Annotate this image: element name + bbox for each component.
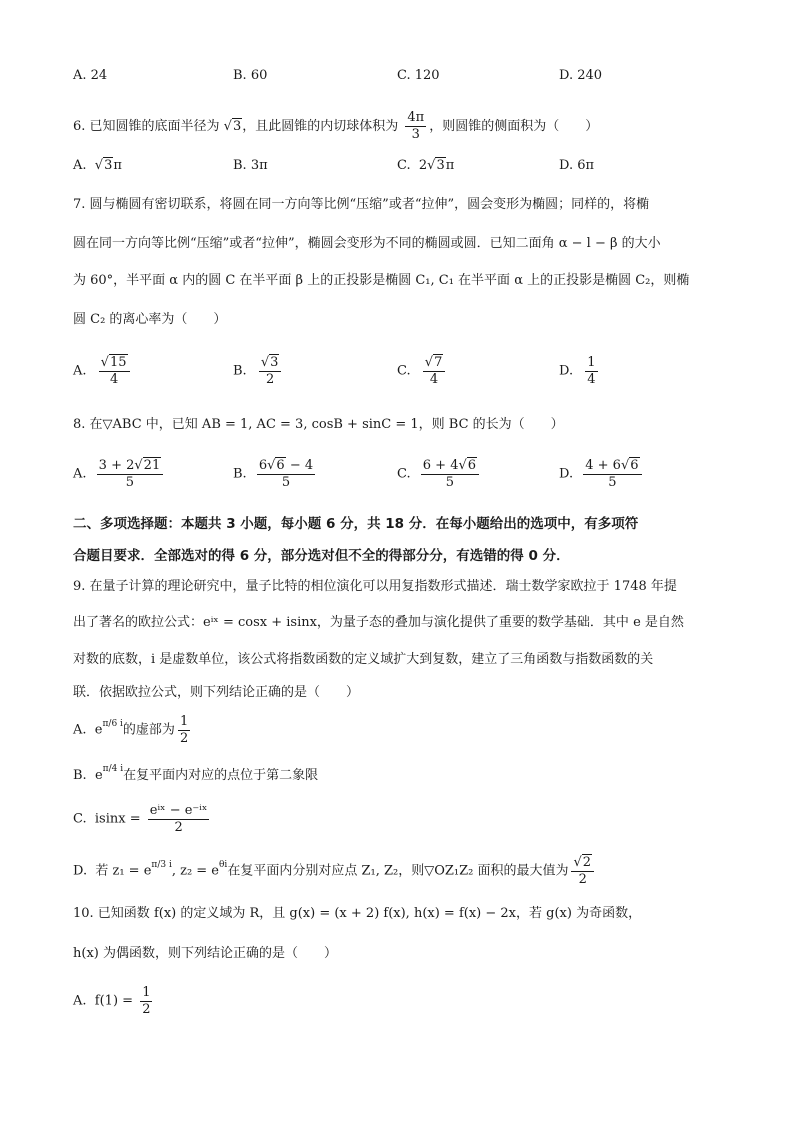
fraction-numerator: √15 [99, 355, 130, 372]
numerator-prefix: 4 + 6 [585, 458, 621, 473]
q9-option-a [73, 714, 193, 747]
fraction-denominator: 5 [281, 475, 291, 490]
q7-option-b [233, 355, 284, 388]
fraction-numerator: 6√6 − 4 [258, 458, 314, 473]
exponent: θi [219, 860, 228, 870]
fraction-numerator: 4 + 6√6 [583, 458, 641, 475]
fraction-denominator: 2 [174, 820, 183, 835]
fraction [423, 355, 446, 388]
option-text: 的虚部为 [122, 722, 175, 738]
coefficient: 2 [418, 158, 428, 173]
q7-line-4: 圆 C₂ 的离心率为（ ） [73, 312, 227, 327]
q7-option-d [559, 355, 601, 388]
fraction-numerator: 4π [407, 110, 425, 125]
fraction-denominator: 4 [109, 372, 119, 387]
q10-line-2: h(x) 为偶函数，则下列结论正确的是（ ） [73, 946, 337, 961]
option-label: D. [559, 363, 574, 379]
option-label: A. [73, 722, 87, 738]
fraction-numerator: 1 [587, 355, 596, 370]
q9-option-d [73, 855, 597, 888]
fraction-numerator: √7 [423, 355, 446, 372]
radicand: 2 [582, 855, 592, 870]
pi-suffix: π [113, 158, 122, 173]
option-label: B. [233, 363, 247, 379]
radicand: 6 [467, 458, 477, 473]
q9-line-4: 联．依据欧拉公式，则下列结论正确的是（ ） [73, 685, 360, 700]
fraction-numerator: 3 + 2√21 [97, 458, 164, 475]
q8-option-a [73, 458, 166, 491]
option-text: 在复平面内对应的点位于第二象限 [123, 768, 319, 783]
numerator-prefix: 6 + 4 [422, 458, 459, 473]
q6-option-a [73, 157, 122, 175]
fraction-denominator: 4 [429, 372, 439, 387]
fraction [178, 714, 190, 747]
q8-option-d [559, 458, 645, 491]
q6-text-mid: ，且此圆锥的内切球体积为 [242, 119, 403, 134]
radicand: 21 [143, 458, 161, 473]
fraction-denominator: 2 [142, 1002, 151, 1017]
sqrt-symbol: √ [223, 119, 232, 134]
option-label: A. [73, 466, 87, 482]
q8-stem: 8. 在▽ABC 中，已知 AB = 1, AC = 3, cosB + sinC = 1，则 BC 的长为（ ） [73, 417, 564, 432]
option-label: C. [397, 466, 411, 482]
radicand: 3 [270, 355, 279, 370]
radicand: 3 [104, 158, 113, 173]
q6-volume-fraction [405, 110, 426, 143]
fraction-denominator: 5 [445, 475, 455, 490]
q9-line-3: 对数的底数，i 是虚数单位，该公式将指数函数的定义域扩大到复数，建立了三角函数与指数函数的关 [73, 652, 654, 667]
q7-line-1: 7. 圆与椭圆有密切联系，将圆在同一方向等比例“压缩”或者“拉伸”，圆会变形为椭圆；同样的，将椭 [73, 197, 650, 212]
fraction-denominator: 2 [578, 872, 587, 887]
q5-option-a: A. 24 [73, 68, 108, 83]
q8-option-b [233, 458, 318, 491]
numerator-suffix: − 4 [285, 458, 314, 473]
q7-line-2: 圆在同一方向等比例“压缩”或者“拉伸”，椭圆会变形为不同的椭圆或圆．已知二面角 α − l − β 的大小 [73, 236, 661, 251]
sqrt-symbol: √ [94, 158, 104, 173]
q6-radius: 3 [232, 119, 242, 134]
fraction-denominator: 4 [587, 372, 596, 387]
fraction [140, 985, 152, 1018]
option-text: 在复平面内分别对应点 Z₁, Z₂，则▽OZ₁Z₂ 面积的最大值为 [227, 863, 569, 879]
fraction-numerator: √2 [571, 855, 594, 872]
numerator-prefix: 6 [258, 458, 268, 473]
option-label: D. [559, 466, 574, 482]
q5-option-c: C. 120 [397, 68, 440, 83]
q7-line-3: 为 60°，半平面 α 内的圆 C 在半平面 β 上的正投影是椭圆 C₁, C₁ 在半平面 α 上的正投影是椭圆 C₂，则椭 [73, 273, 690, 288]
fraction [99, 355, 130, 388]
fraction [571, 855, 594, 888]
fraction-denominator: 2 [265, 372, 275, 387]
option-text: , z₂ = e [171, 863, 220, 879]
section-2-heading-line-1: 二、多项选择题：本题共 3 小题，每小题 6 分，共 18 分．在每小题给出的选项中，有多项符 [73, 516, 639, 532]
q9-line-2: 出了著名的欧拉公式：eⁱˣ = cosx + isinx，为量子态的叠加与演化提供了重要的数学基础．其中 e 是自然 [73, 615, 684, 630]
option-label: B. [233, 466, 247, 482]
fraction-denominator: 2 [179, 731, 189, 746]
fraction [148, 803, 210, 836]
exponent: π/4 i [102, 764, 124, 774]
q5-option-b: B. 60 [233, 68, 268, 83]
sqrt-symbol: √ [427, 158, 436, 173]
q6-option-b: B. 3π [233, 158, 268, 173]
numerator-prefix: 3 + 2 [98, 458, 135, 473]
fraction-denominator: 3 [411, 127, 420, 142]
q6-option-d: D. 6π [559, 158, 595, 173]
radicand: 3 [436, 158, 445, 173]
pi-suffix: π [445, 158, 455, 173]
fraction-denominator: 5 [125, 475, 135, 490]
exponent: π/3 i [151, 860, 172, 870]
exp-base: e [94, 722, 103, 738]
radicand: 6 [630, 458, 639, 473]
option-label: C. [397, 158, 411, 173]
radicand: 6 [276, 458, 285, 473]
option-label: A. [73, 363, 87, 379]
fraction-numerator: 6 + 4√6 [421, 458, 479, 475]
fraction [585, 355, 597, 388]
fraction [257, 458, 315, 491]
option-label: A. [73, 158, 87, 173]
q6-text-pre: 6. 已知圆锥的底面半径为 [73, 119, 224, 134]
fraction-numerator: 1 [179, 714, 189, 729]
equation-lhs: f(1) = [94, 993, 138, 1009]
fraction [421, 458, 479, 491]
radicand: 7 [434, 355, 443, 370]
fraction-numerator: √3 [259, 355, 282, 372]
fraction [97, 458, 164, 491]
section-2-heading-line-2: 合题目要求．全部选对的得 6 分，部分选对但不全的得部分分，有选错的得 0 分． [73, 548, 570, 564]
option-label: A. [73, 993, 87, 1009]
fraction-denominator: 5 [608, 475, 617, 490]
fraction [583, 458, 641, 491]
q6-text-post: ，则圆锥的侧面积为（ ） [429, 119, 599, 134]
exponent: π/6 i [102, 719, 123, 729]
q8-option-c [397, 458, 482, 491]
q10-option-a [73, 985, 155, 1018]
option-label: B. [73, 768, 87, 783]
option-label: C. [73, 811, 87, 827]
radicand: 15 [109, 355, 127, 370]
q9-option-b [73, 760, 318, 785]
fraction-numerator: eⁱˣ − e⁻ⁱˣ [149, 803, 208, 818]
q9-line-1: 9. 在量子计算的理论研究中，量子比特的相位演化可以用复指数形式描述．瑞士数学家欧拉于 1748 年提 [73, 579, 677, 594]
q10-line-1: 10. 已知函数 f(x) 的定义域为 R，且 g(x) = (x + 2) f(x), h(x) = f(x) − 2x，若 g(x) 为奇函数， [73, 906, 642, 921]
q5-option-d: D. 240 [559, 68, 603, 83]
equation-lhs: isinx = [94, 811, 145, 827]
option-label: D. [73, 863, 88, 879]
q7-option-a [73, 355, 133, 388]
option-text: 若 z₁ = e [95, 863, 152, 879]
q7-option-c [397, 355, 448, 388]
option-label: C. [397, 363, 411, 379]
q9-option-c [73, 803, 212, 836]
fraction [259, 355, 282, 388]
q6-option-c [397, 157, 454, 175]
fraction-numerator: 1 [142, 985, 151, 1000]
exp-base: e [94, 768, 103, 783]
q6-stem [73, 110, 598, 143]
